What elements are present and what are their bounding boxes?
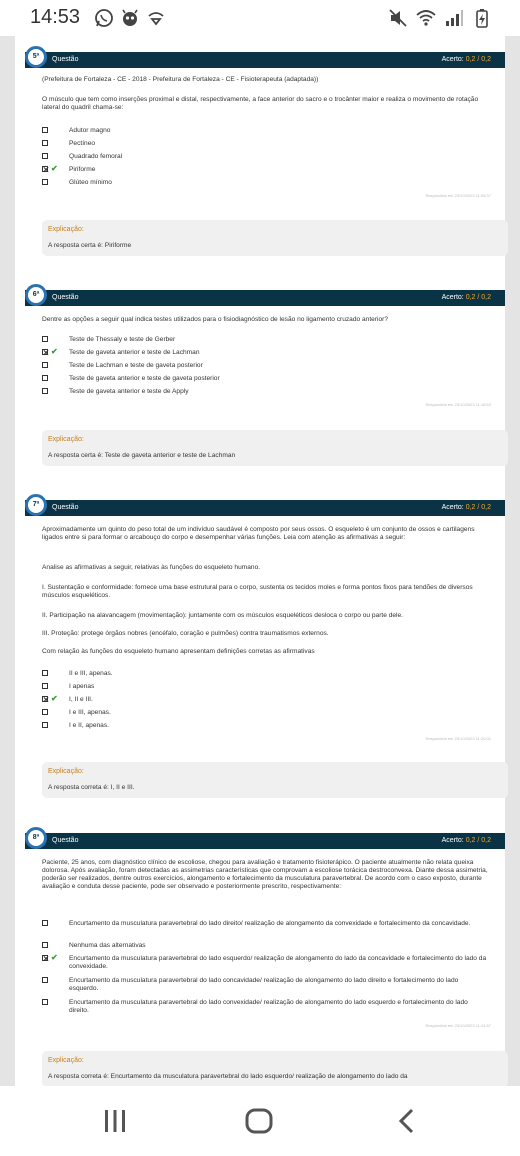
option-checkbox-checked[interactable]	[42, 955, 48, 961]
explanation-box	[42, 220, 508, 256]
battery-icon	[472, 8, 492, 28]
question-paragraph: I. Sustentação e conformidade: fornece uma base estrutural para o corpo, sustenta os tecidos moles e forma pontos fixos para tendões de diversos músculos esqueléticos.	[42, 584, 473, 599]
acerto-score: Acerto: 0,2 / 0,2	[441, 837, 491, 844]
option-checkbox[interactable]	[42, 375, 48, 381]
home-icon[interactable]	[244, 1106, 274, 1136]
explanation-text: A resposta certa é: Piriforme	[48, 242, 132, 249]
option-checkbox[interactable]	[42, 709, 48, 715]
option-checkbox[interactable]	[42, 920, 48, 926]
signal-icon	[444, 8, 464, 28]
question-number-badge: 6ª	[25, 284, 47, 306]
explanation-text: A resposta correta é: I, II e III.	[48, 784, 135, 791]
question-number-badge: 5ª	[25, 46, 47, 68]
option-checkbox[interactable]	[42, 140, 48, 146]
question-statement: Dentre as opções a seguir qual indica testes utilizados para o fisiodiagnóstico de lesão no ligamento cruzado anterior?	[42, 316, 389, 323]
explanation-text: A resposta certa é: Teste de gaveta anterior e teste de Lachman	[48, 452, 236, 459]
explanation-title: Explicação:	[48, 1057, 84, 1064]
option-checkbox[interactable]	[42, 942, 48, 948]
option-checkbox[interactable]	[42, 153, 48, 159]
whatsapp-icon	[94, 8, 114, 28]
mute-icon	[388, 8, 408, 28]
bug-icon	[120, 8, 140, 28]
question-label: Questão	[52, 504, 79, 511]
question-statement: Aproximadamente um quinto do peso total de um indivíduo saudável é composto por seus ossos. O esqueleto é um conjunto de ossos e cartilagens ligados entre si para formar o arcabouço do corpo e desempenhar várias funções. Leia com atenção as afirmativas a seguir:	[42, 526, 475, 541]
correct-check-icon: ✔	[51, 164, 58, 173]
explanation-title: Explicação:	[48, 226, 84, 233]
question-paragraph: III. Proteção: protege órgãos nobres (encéfalo, coração e pulmões) contra traumatismos externos.	[42, 630, 329, 637]
option-checkbox-checked[interactable]	[42, 166, 48, 172]
correct-check-icon: ✔	[51, 347, 58, 356]
explanation-box	[42, 1051, 508, 1086]
navigation-bar	[0, 1086, 520, 1156]
question-paragraph: Com relação às funções do esqueleto humano apresentam definições corretas as afirmativas	[42, 648, 315, 655]
status-time: 14:53	[30, 6, 81, 28]
explanation-title: Explicação:	[48, 436, 84, 443]
option-checkbox[interactable]	[42, 388, 48, 394]
explanation-box	[42, 430, 508, 466]
question-number-badge: 7ª	[25, 494, 47, 516]
question-header	[25, 500, 505, 516]
explanation-title: Explicação:	[48, 768, 84, 775]
exam-content[interactable]	[0, 36, 520, 1086]
question-source: (Prefeitura de Fortaleza - CE - 2018 - Prefeitura de Fortaleza - CE - Fisioterapeuta (adaptada))	[42, 76, 319, 83]
option-checkbox[interactable]	[42, 977, 48, 983]
option-checkbox[interactable]	[42, 722, 48, 728]
option-checkbox-checked[interactable]	[42, 696, 48, 702]
vpn-icon	[146, 8, 166, 28]
option-checkbox[interactable]	[42, 670, 48, 676]
option-checkbox[interactable]	[42, 362, 48, 368]
acerto-score: Acerto: 0,2 / 0,2	[441, 504, 491, 511]
question-label: Questão	[52, 56, 79, 63]
acerto-score: Acerto: 0,2 / 0,2	[441, 56, 491, 63]
correct-check-icon: ✔	[51, 953, 58, 962]
explanation-box	[42, 762, 508, 798]
answered-timestamp: Respondido em 23/10/2023 11:08:37	[425, 193, 491, 198]
correct-check-icon: ✔	[51, 694, 58, 703]
exam-sheet: 5ª Questão Acerto: 0,2 / 0,2 (Prefeitura de Fortaleza - CE - 2018 - Prefeitura de Fortaleza - CE - Fisioterapeuta (adaptada)) O músculo que tem como inserções proximal e distal, respectivamente, a face anterior do sacro e o trocânter maior e realiza o movimento de rotação lateral do quadril chama-se: Adutor magno Pectíneo Quadrado femoral ✔ Piriforme Glúteo mínimo Respondido em 23/10/2023 11:08:37 Explicação: A resposta certa é: Piriforme 6ª Questão Acerto: 0,2 / 0,2 Dentre as opções a seguir qual indica testes utilizados para o fisiodiagnóstico de lesão no ligamento cruzado anterior? Teste de Thessaly e teste de Gerber ✔ Teste de gaveta anterior e teste de Lachman Teste de Lachman e teste de gaveta posterior Teste de gaveta anterior e teste de gaveta posterior Teste de gaveta anterior e teste de Apply Respondido em 23/10/2023 11:16:53 Explicação: A resposta certa é: Teste de gaveta anterior e teste de Lachman 7ª Questão Acerto: 0,2 / 0,2 Aproximadamente um quinto do peso total de um indivíduo saudável é composto por seus ossos. O esqueleto é um conjunto de ossos e cartilagens ligados entre si para formar o arcabouço do corpo e desempenhar várias funções. Leia com atenção as afirmativas a seguir: Analise as afirmativas a seguir, relativas às funções do esqueleto humano. I. Sustentação e conformidade: fornece uma base estrutural para o corpo, sustenta os tecidos moles e forma pontos fixos para tendões de diversos músculos esqueléticos. II. Participação na alavancagem (movimentação): juntamente com os músculos esqueléticos desloca o corpo ou parte dele. III. Proteção: protege órgãos nobres (encéfalo, coração e pulmões) contra traumatismos externos. Com relação às funções do esqueleto humano apresentam definições corretas as afirmativas II e III, apenas. I apenas ✔ I, II e III. I e III, apenas. I e II, apenas. Respondido em 23/10/2023 11:20:01 Explicação: A resposta correta é: I, II e III. 8ª Questão Acerto: 0,2 / 0,2 Paciente, 25 anos, com diagnóstico clínico de escoliose, chegou para avaliação e tratamento fisioterápico. O paciente atualmente não relata queixa dolorosa. Após avaliação, foram detectadas as assimetrias características que comprovam a escoliose torácica destroconvexa. Diante dessa assimetria, poderão ser realizados, dentre outros exercícios, alongamento e fortalecimento da musculatura paravertebral. De acordo com o caso exposto, durante avaliação e conduta desse paciente, pode ser observado e posteriormente prescrito, respectivamente: Encurtamento da musculatura paravertebral do lado direito/ realização de alongamento da convexidade e fortalecimento da concavidade. Nenhuma das alternativas ✔ Encurtamento da musculatura paravertebral do lado esquerdo/ realização de alongamento do lado da concavidade e fortalecimento do lado da convexidade. Encurtamento da musculatura paravertebral do lado concavidade/ realização de alongamento do lado direito e fortalecimento do lado esquerdo. Encurtamento da musculatura paravertebral do lado convexidade/ realização de alongamento do lado esquerdo e fortalecimento do lado direito. Respondido em 23/10/2023 11:24:57 Explicação: A resposta correta é: Encurtamento da musculatura paravertebral do lado esquerdo/ realização de alongamento do lado da	[15, 36, 505, 1086]
answered-timestamp: Respondido em 23/10/2023 11:20:01	[425, 736, 491, 741]
question-label: Questão	[52, 294, 79, 301]
question-paragraph: Analise as afirmativas a seguir, relativas às funções do esqueleto humano.	[42, 564, 261, 571]
option-checkbox-checked[interactable]	[42, 349, 48, 355]
back-icon[interactable]	[392, 1106, 422, 1136]
answered-timestamp: Respondido em 23/10/2023 11:16:53	[425, 402, 491, 407]
question-header	[25, 833, 505, 849]
explanation-text: A resposta correta é: Encurtamento da musculatura paravertebral do lado esquerdo/ realização de alongamento do lado da	[48, 1073, 408, 1080]
question-header	[25, 52, 505, 68]
option-checkbox[interactable]	[42, 336, 48, 342]
option-checkbox[interactable]	[42, 179, 48, 185]
question-statement: O músculo que tem como inserções proximal e distal, respectivamente, a face anterior do sacro e o trocânter maior e realiza o movimento de rotação lateral do quadril chama-se:	[42, 96, 479, 111]
question-statement: Paciente, 25 anos, com diagnóstico clínico de escoliose, chegou para avaliação e tratamento fisioterápico. O paciente atualmente não relata queixa dolorosa. Após avaliação, foram detectadas as assimetrias características que comprovam a escoliose torácica destroconvexa. Diante dessa assimetria, poderão ser realizados, dentre outros exercícios, alongamento e fortalecimento da musculatura paravertebral. De acordo com o caso exposto, durante avaliação e conduta desse paciente, pode ser observado e posteriormente prescrito, respectivamente:	[42, 859, 488, 890]
acerto-score: Acerto: 0,2 / 0,2	[441, 294, 491, 301]
question-header	[25, 290, 505, 306]
option-checkbox[interactable]	[42, 127, 48, 133]
wifi-icon	[416, 8, 436, 28]
option-checkbox[interactable]	[42, 683, 48, 689]
option-checkbox[interactable]	[42, 999, 48, 1005]
question-label: Questão	[52, 837, 79, 844]
status-bar	[0, 0, 520, 36]
question-paragraph: II. Participação na alavancagem (movimentação): juntamente com os músculos esqueléticos desloca o corpo ou parte dele.	[42, 612, 404, 619]
answered-timestamp: Respondido em 23/10/2023 11:24:57	[425, 1023, 491, 1028]
recent-apps-icon[interactable]	[100, 1106, 130, 1136]
question-number-badge: 8ª	[25, 827, 47, 849]
